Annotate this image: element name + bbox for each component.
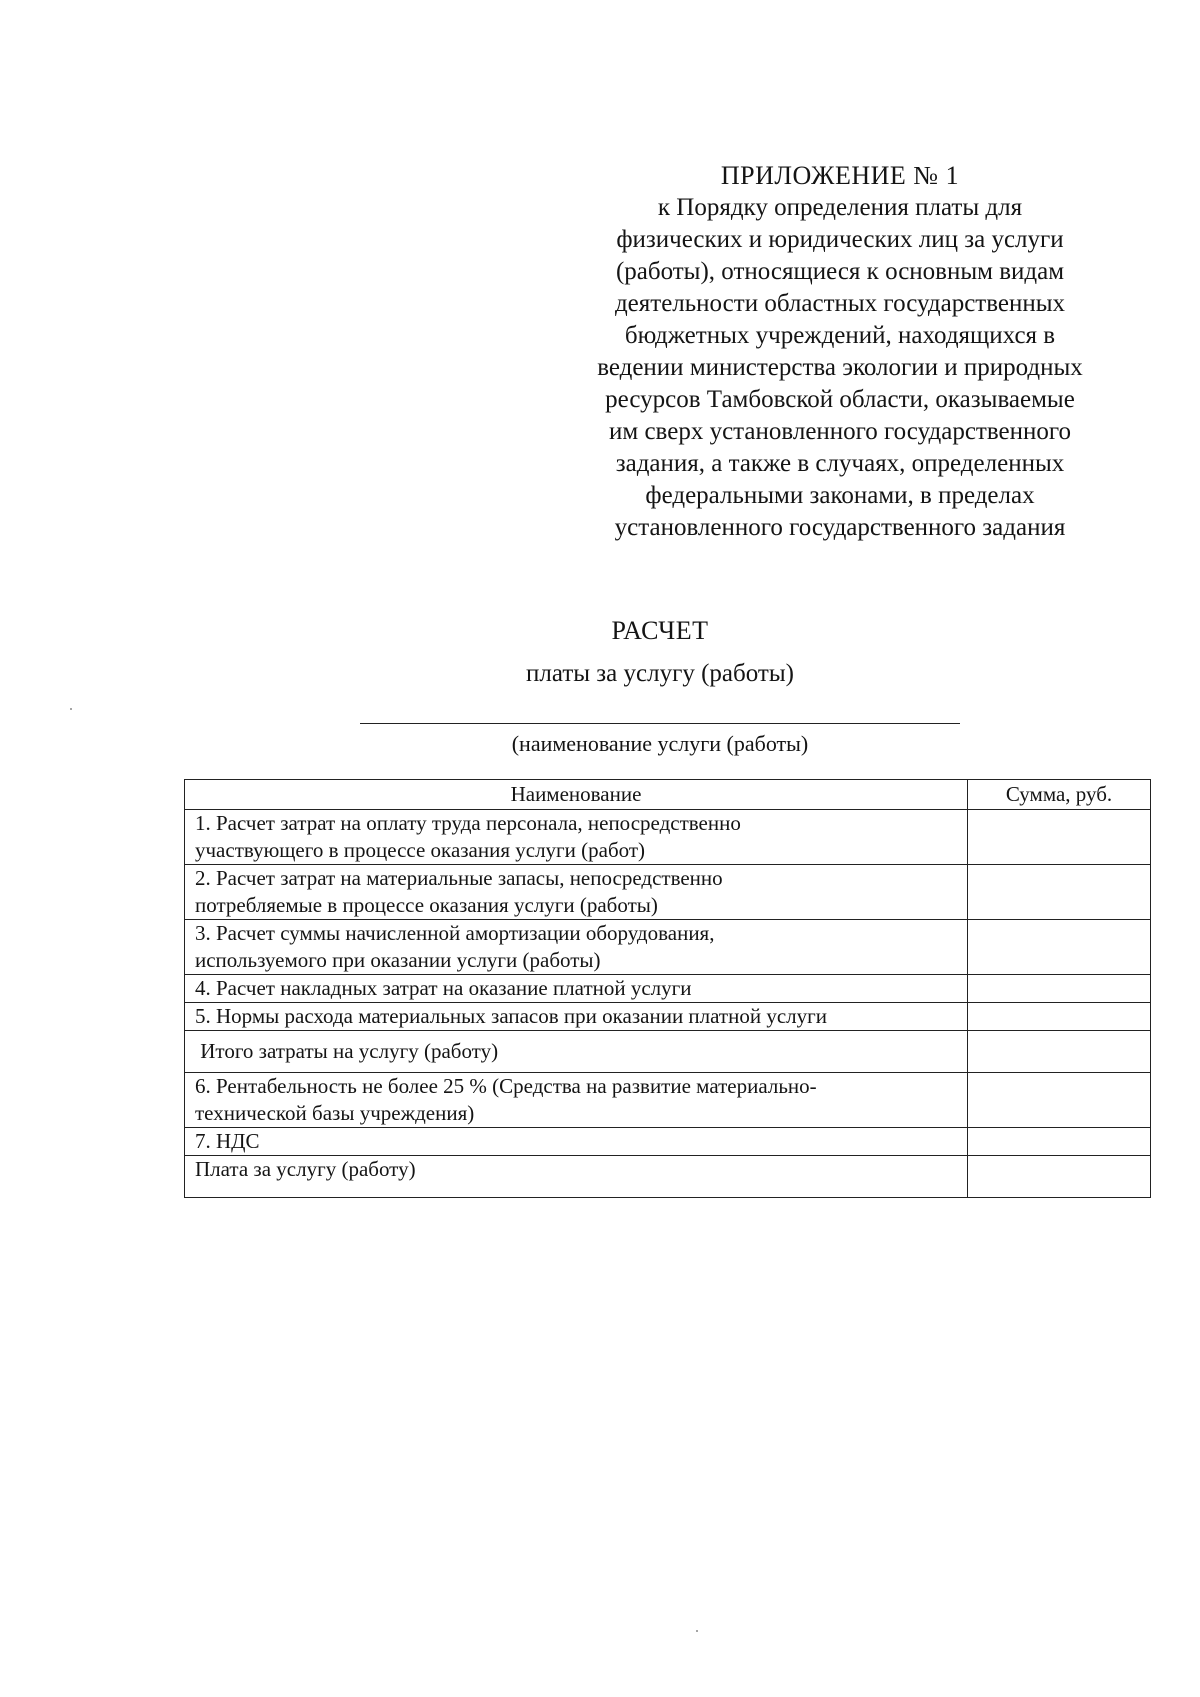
row-sum-cell xyxy=(968,1003,1151,1031)
row-name-cell xyxy=(185,865,968,920)
scan-speck xyxy=(696,1630,698,1632)
row-sum-cell xyxy=(968,975,1151,1003)
table-header-row xyxy=(185,780,1151,810)
row-name-cell xyxy=(185,1128,968,1156)
appendix-line: ресурсов Тамбовской области, оказываемые xyxy=(605,386,1075,413)
appendix-line: задания, а также в случаях, определенных xyxy=(615,450,1065,477)
calculation-table xyxy=(184,779,1151,1198)
column-header-name: Наименование xyxy=(185,780,968,810)
appendix-line: (работы), относящиеся к основным видам xyxy=(615,258,1065,285)
appendix-line: к Порядку определения платы для xyxy=(657,194,1023,221)
row-text-line: участвующего в процессе оказания услуги (работ) xyxy=(195,838,646,862)
column-header-sum: Сумма, руб. xyxy=(968,780,1151,810)
appendix-line: федеральными законами, в пределах xyxy=(645,482,1035,509)
appendix-header xyxy=(560,160,1120,544)
row-text-line: 1. Расчет затрат на оплату труда персонала, непосредственно xyxy=(195,811,741,835)
row-sum-cell xyxy=(968,810,1151,865)
row-text-line: потребляемые в процессе оказания услуги (работы) xyxy=(195,893,658,917)
row-name-cell xyxy=(185,1156,968,1198)
row-text-line: 6. Рентабельность не более 25 % (Средства на развитие материально- xyxy=(195,1074,817,1098)
row-text-line: 2. Расчет затрат на материальные запасы, непосредственно xyxy=(195,866,723,890)
calculation-title: РАСЧЕТ xyxy=(611,616,709,645)
table-row xyxy=(185,865,1151,920)
appendix-line: установленного государственного задания xyxy=(614,514,1066,541)
row-text-line: используемого при оказании услуги (работы) xyxy=(195,948,601,972)
row-sum-cell xyxy=(968,1128,1151,1156)
row-name-cell xyxy=(185,1073,968,1128)
row-name-cell xyxy=(185,920,968,975)
table-row xyxy=(185,810,1151,865)
service-name-blank-line xyxy=(360,723,960,724)
row-sum-cell xyxy=(968,1031,1151,1073)
row-sum-cell xyxy=(968,920,1151,975)
appendix-line: им сверх установленного государственного xyxy=(609,418,1071,445)
row-text-line: Плата за услугу (работу) xyxy=(195,1157,416,1181)
row-name-cell xyxy=(185,1003,968,1031)
scan-speck xyxy=(70,708,72,710)
row-name-cell xyxy=(185,1031,968,1073)
row-name-cell xyxy=(185,810,968,865)
table-row xyxy=(185,920,1151,975)
table-row xyxy=(185,1128,1151,1156)
row-text-line: 4. Расчет накладных затрат на оказание платной услуги xyxy=(195,976,692,1000)
row-text-line: 7. НДС xyxy=(195,1129,260,1153)
row-sum-cell xyxy=(968,1073,1151,1128)
row-name-cell xyxy=(185,975,968,1003)
table-row xyxy=(185,1003,1151,1031)
row-sum-cell xyxy=(968,865,1151,920)
row-text-line: Итого затраты на услугу (работу) xyxy=(195,1039,499,1063)
appendix-line: деятельности областных государственных xyxy=(614,290,1066,317)
table-row-total-costs xyxy=(185,1031,1151,1073)
table-row-service-fee xyxy=(185,1156,1151,1198)
appendix-title: ПРИЛОЖЕНИЕ № 1 xyxy=(720,161,960,190)
calculation-subtitle: платы за услугу (работы) xyxy=(526,660,794,687)
appendix-line: бюджетных учреждений, находящихся в xyxy=(624,322,1056,349)
row-sum-cell xyxy=(968,1156,1151,1198)
appendix-line: ведении министерства экологии и природных xyxy=(597,354,1083,381)
table-row xyxy=(185,1073,1151,1128)
service-name-caption: (наименование услуги (работы) xyxy=(511,731,809,756)
appendix-line: физических и юридических лиц за услуги xyxy=(616,226,1064,253)
row-text-line: 5. Нормы расхода материальных запасов при оказании платной услуги xyxy=(195,1004,827,1028)
table-row xyxy=(185,975,1151,1003)
row-text-line: технической базы учреждения) xyxy=(195,1101,475,1125)
row-text-line: 3. Расчет суммы начисленной амортизации оборудования, xyxy=(195,921,715,945)
